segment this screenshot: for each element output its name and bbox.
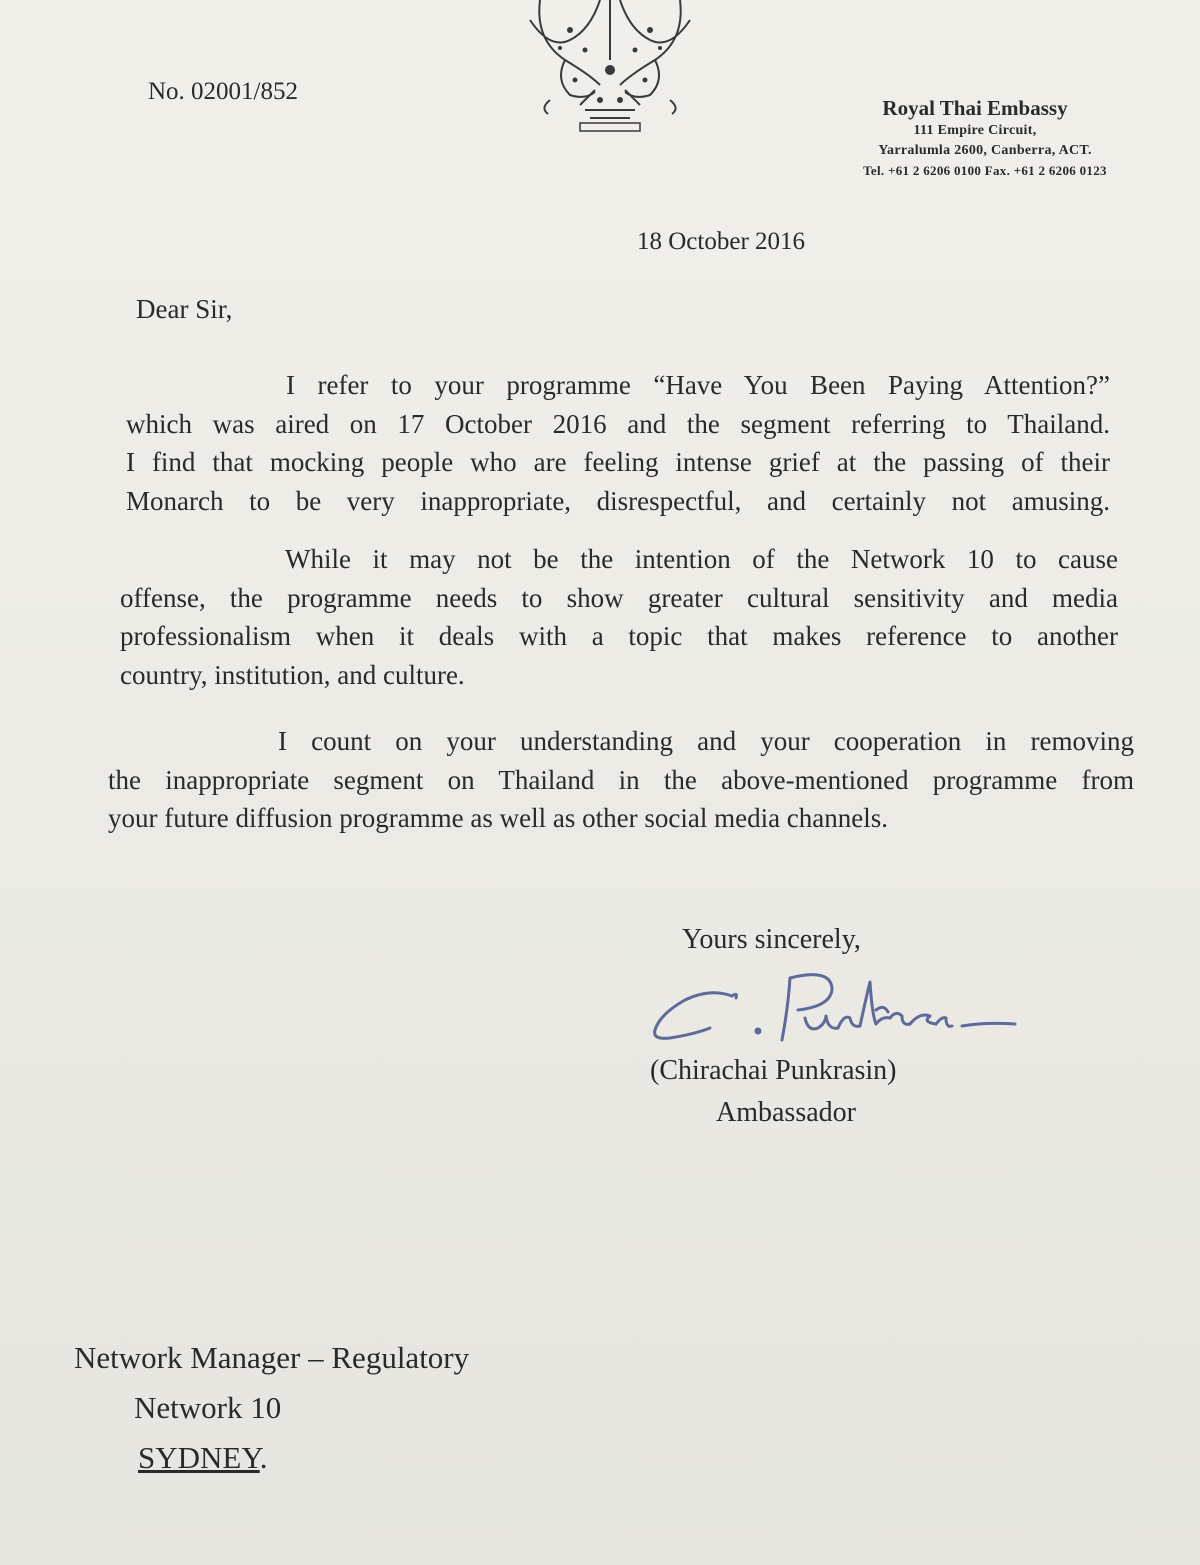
paragraph-3 [108, 722, 1134, 838]
recipient-city-line [74, 1433, 469, 1483]
paragraph-line: offense, the programme needs to show greater cultural sensitivity and media [120, 582, 1118, 613]
salutation: Dear Sir, [136, 294, 233, 324]
paragraph-line: the inappropriate segment on Thailand in the above-mentioned programme from [108, 764, 1134, 795]
embassy-name: Royal Thai Embassy [882, 96, 1068, 120]
recipient-city: SYDNEY [138, 1440, 260, 1475]
closing: Yours sincerely, [682, 924, 861, 955]
paragraph-line: I refer to your programme “Have You Been Paying Attention?” [286, 370, 1110, 400]
handwritten-signature [640, 958, 1040, 1068]
signer-title: Ambassador [716, 1097, 856, 1128]
garuda-emblem-icon [510, 0, 710, 140]
embassy-address-line-1: 111 Empire Circuit, [913, 123, 1037, 138]
embassy-address-line-2: Yarralumla 2600, Canberra, ACT. [878, 143, 1092, 158]
recipient-line-2: Network 10 [134, 1390, 282, 1425]
paragraph-2 [120, 540, 1118, 694]
embassy-contact-line: Tel. +61 2 6206 0100 Fax. +61 2 6206 0123 [863, 163, 1107, 178]
paragraph-line: Monarch to be very inappropriate, disrespectful, and certainly not amusing. [126, 485, 1110, 516]
paragraph-line: country, institution, and culture. [120, 659, 465, 690]
letterhead [760, 96, 1160, 181]
paragraph-line: I count on your understanding and your cooperation in removing [278, 726, 1134, 756]
recipient-block [74, 1333, 469, 1483]
recipient-line-1: Network Manager – Regulatory [74, 1340, 470, 1375]
paragraph-1 [126, 366, 1110, 520]
recipient-city-suffix: . [259, 1440, 268, 1475]
paragraph-line: While it may not be the intention of the Network 10 to cause [285, 544, 1118, 574]
paragraph-line: I find that mocking people who are feeling intense grief at the passing of their [126, 447, 1110, 477]
letter-date: 18 October 2016 [637, 228, 806, 255]
paragraph-line: which was aired on 17 October 2016 and the segment referring to Thailand. [126, 408, 1110, 439]
paragraph-line: professionalism when it deals with a topic that makes reference to another [120, 621, 1118, 651]
paragraph-line: your future diffusion programme as well as other social media channels. [108, 803, 889, 833]
signer-name: (Chirachai Punkrasin) [650, 1055, 897, 1086]
reference-number: No. 02001/852 [148, 78, 298, 105]
